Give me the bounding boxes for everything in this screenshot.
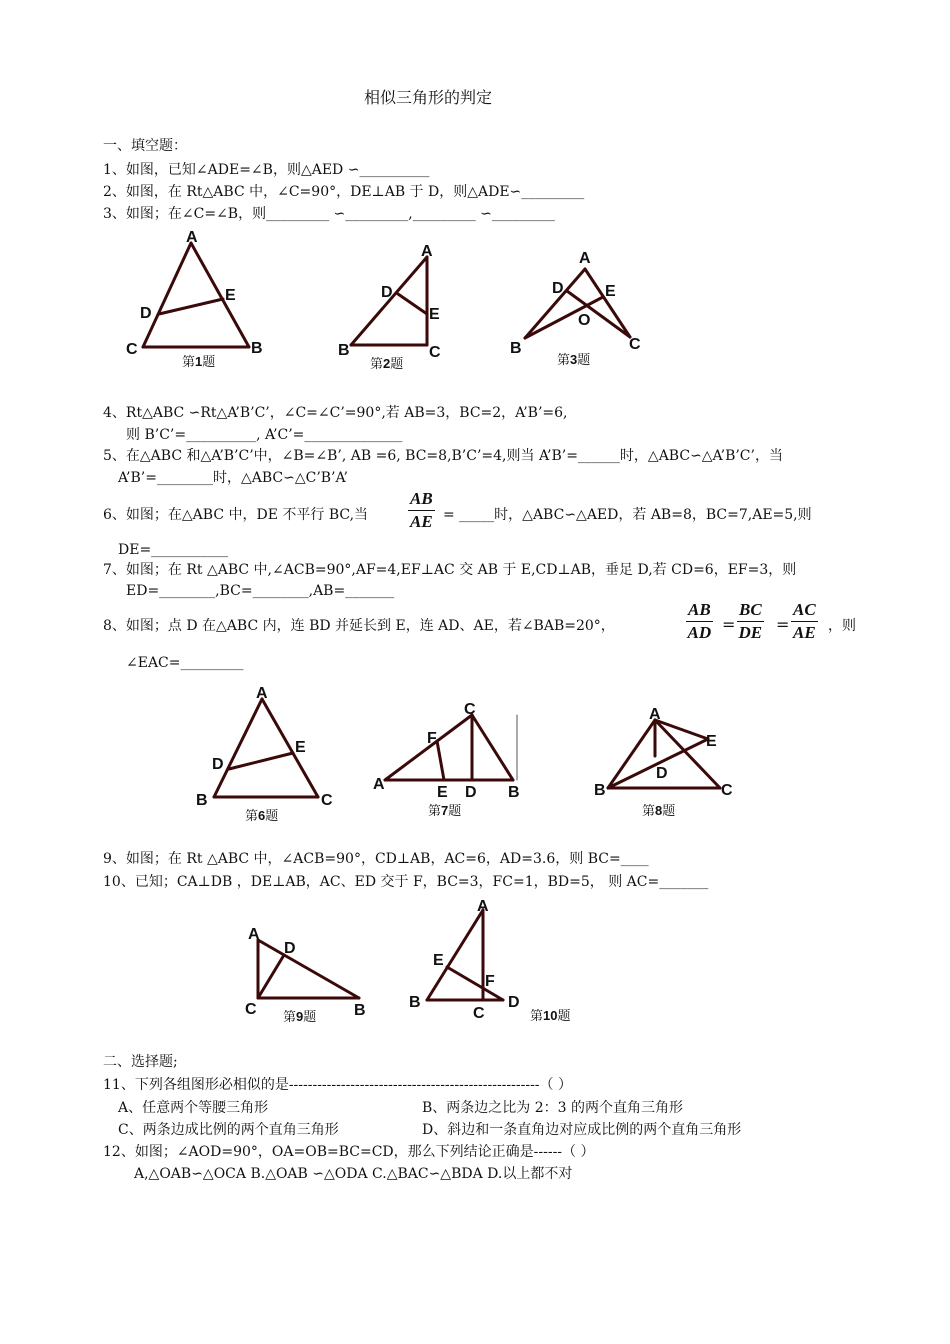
- question-7-line-2: ED=________,BC=________,AB=_______: [126, 583, 395, 599]
- segment-ab: [191, 243, 249, 347]
- segment-cb: [472, 715, 513, 780]
- fraction-numerator: AB: [408, 489, 435, 511]
- question-2: 2、如图，在 Rt△ABC 中，∠C=90°，DE⊥AB 于 D，则△ADE∽_________: [103, 184, 585, 200]
- label-e: E: [429, 306, 440, 323]
- fraction-denominator: AD: [687, 623, 712, 642]
- label-a: A: [649, 706, 661, 723]
- label-c: C: [321, 792, 333, 809]
- section-heading-fill-in: 一、填空题：: [103, 138, 187, 154]
- label-d: D: [284, 940, 296, 957]
- segment-de: [229, 753, 293, 769]
- label-c: C: [721, 782, 733, 799]
- figure-2-caption: 第2题: [370, 356, 404, 372]
- question-8-line-2: ∠EAC=_________: [126, 655, 244, 671]
- label-d: D: [465, 784, 477, 801]
- section-heading-multiple-choice: 二、选择题;: [103, 1054, 178, 1070]
- question-9: 9、如图；在 Rt △ABC 中，∠ACB=90°，CD⊥AB，AC=6，AD=3.6，则 BC=____: [103, 851, 649, 867]
- question-8-fraction-3: [791, 600, 818, 643]
- figure-2: [330, 238, 460, 373]
- label-b: B: [409, 994, 421, 1011]
- label-e: E: [225, 287, 236, 304]
- label-d: D: [381, 284, 393, 301]
- question-4-line-1: 4、Rt△ABC ∽Rt△A’B’C’，∠C=∠C’=90°,若 AB=3，BC=2，A’B’=6,: [103, 405, 568, 421]
- label-d: D: [140, 305, 152, 322]
- label-d: D: [656, 765, 668, 782]
- question-12-options: A,△OAB∽△OCA B.△OAB ∽△ODA C.△BAC∽△BDA D.以上都不对: [134, 1166, 573, 1182]
- label-b: B: [354, 1002, 366, 1019]
- question-8-text-end: ，则: [828, 618, 856, 634]
- question-11-option-a: A、任意两个等腰三角形: [118, 1100, 269, 1116]
- segment-ac: [262, 699, 318, 797]
- equals-sign: =: [722, 615, 736, 634]
- figure-10: [400, 892, 590, 1032]
- question-8-text-start: 8、如图；点 D 在△ABC 内，连 BD 并延长到 E，连 AD、AE，若∠BAB=20°，: [103, 618, 615, 634]
- question-8-fraction-1: [686, 600, 713, 643]
- label-b: B: [338, 342, 350, 359]
- figure-7-caption: 第7题: [428, 803, 462, 819]
- label-c: C: [126, 341, 138, 358]
- figure-9-caption: 第9题: [283, 1009, 317, 1025]
- segment-ab: [258, 940, 359, 998]
- segment-ab: [351, 257, 427, 345]
- segment-de: [159, 299, 223, 314]
- figure-8: [590, 700, 750, 825]
- page-title: 相似三角形的判定: [364, 88, 493, 107]
- question-6-text-end: = _____时，△ABC∽△AED，若 AB=8，BC=7,AE=5,则: [443, 507, 812, 523]
- question-5-line-1: 5、在△ABC 和△A’B’C’中，∠B=∠B’, AB =6, BC=8,B’C’=4,则当 A’B’=______时，△ABC∽△A’B’C’，当: [103, 448, 783, 464]
- question-6-fraction: [408, 489, 435, 532]
- segment-fe: [437, 741, 444, 780]
- label-a: A: [373, 776, 385, 793]
- question-8-fraction-2: [737, 600, 764, 643]
- label-c: C: [473, 1005, 485, 1022]
- segment-de: [398, 294, 427, 314]
- question-11-option-c: C、两条边成比例的两个直角三角形: [118, 1122, 339, 1138]
- question-6-text-start: 6、如图；在△ABC 中，DE 不平行 BC,当: [103, 507, 369, 523]
- fraction-numerator: BC: [737, 600, 764, 622]
- label-b: B: [196, 792, 208, 809]
- question-10: 10、已知；CA⊥DB ，DE⊥AB，AC、ED 交于 F，BC=3，FC=1，BD=5， 则 AC=_______: [103, 874, 709, 890]
- question-4-line-2: 则 B’C’=__________, A’C’=______________: [126, 427, 403, 443]
- figure-1: [120, 230, 280, 370]
- figure-6-caption: 第6题: [245, 808, 279, 824]
- label-d: D: [508, 994, 520, 1011]
- question-11-option-d: D、斜边和一条直角边对应成比例的两个直角三角形: [422, 1122, 742, 1138]
- label-a: A: [421, 243, 433, 260]
- question-7-line-1: 7、如图；在 Rt △ABC 中,∠ACB=90°,AF=4,EF⊥AC 交 AB 于 E,CD⊥AB，垂足 D,若 CD=6，EF=3，则: [103, 562, 797, 578]
- label-c: C: [245, 1001, 257, 1018]
- label-a: A: [256, 685, 268, 702]
- question-6-line-2: DE=___________: [118, 542, 229, 558]
- label-e: E: [605, 283, 616, 300]
- label-f: F: [427, 730, 437, 747]
- figure-6: [190, 680, 350, 830]
- fraction-denominator: DE: [738, 623, 763, 642]
- label-c: C: [464, 701, 476, 718]
- figure-7: [370, 695, 530, 825]
- question-11-option-b: B、两条边之比为 2：3 的两个直角三角形: [422, 1100, 684, 1116]
- segment-ac: [385, 715, 472, 780]
- label-e: E: [433, 952, 444, 969]
- label-a: A: [186, 229, 198, 246]
- label-c: C: [629, 336, 641, 353]
- figure-3: [505, 245, 655, 370]
- label-b: B: [510, 340, 522, 357]
- fraction-numerator: AB: [686, 600, 713, 622]
- fraction-denominator: AE: [410, 512, 433, 531]
- figure-8-caption: 第8题: [642, 803, 676, 819]
- label-d: D: [552, 280, 564, 297]
- label-b: B: [594, 782, 606, 799]
- question-5-line-2: A’B’=________时，△ABC∽△C’B’A’: [118, 470, 349, 486]
- label-f: F: [485, 973, 495, 990]
- fraction-denominator: AE: [793, 623, 816, 642]
- segment-ab: [214, 699, 262, 797]
- label-b: B: [508, 784, 520, 801]
- figure-9: [240, 920, 380, 1030]
- segment-ac: [143, 243, 191, 347]
- segment-eb: [525, 297, 603, 338]
- label-e: E: [437, 784, 448, 801]
- segment-cd: [258, 955, 284, 998]
- label-d: D: [212, 756, 224, 773]
- question-12: 12、如图；∠AOD=90°，OA=OB=BC=CD，那么下列结论正确是------（ ）: [103, 1144, 595, 1160]
- label-a: A: [579, 250, 591, 267]
- figure-10-caption: 第10题: [530, 1008, 571, 1024]
- label-c: C: [429, 344, 441, 361]
- label-a: A: [477, 898, 489, 915]
- label-a: A: [248, 926, 260, 943]
- question-3: 3、如图；在∠C=∠B，则_________ ∽_________,_________ ∽_________: [103, 206, 555, 222]
- label-e: E: [295, 739, 306, 756]
- label-e: E: [706, 733, 717, 750]
- question-11: 11、下列各组图形必相似的是-----------------------------------------------------（ ）: [103, 1077, 572, 1093]
- label-o: O: [578, 312, 591, 329]
- question-1: 1、如图，已知∠ADE=∠B，则△AED ∽__________: [103, 162, 430, 178]
- label-b: B: [251, 340, 263, 357]
- figure-1-caption: 第1题: [182, 354, 216, 370]
- equals-sign: =: [776, 615, 790, 634]
- figure-3-caption: 第3题: [557, 352, 591, 368]
- fraction-numerator: AC: [791, 600, 818, 622]
